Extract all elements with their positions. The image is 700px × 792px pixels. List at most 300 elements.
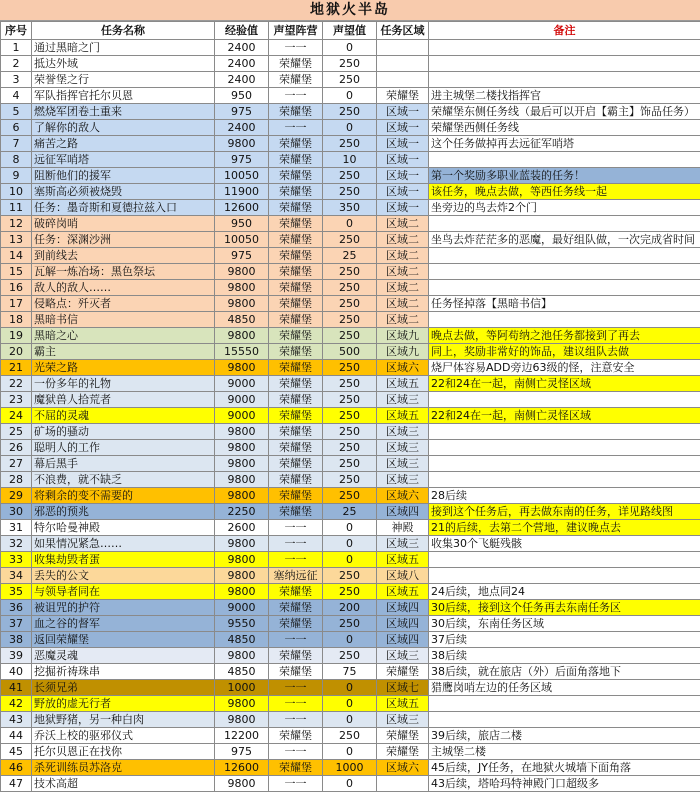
cell-name[interactable]: 技术高超 (32, 776, 215, 792)
header-name[interactable]: 任务名称 (32, 22, 215, 40)
cell-zone[interactable]: 区域三 (377, 440, 429, 456)
cell-faction[interactable]: 一一 (269, 520, 323, 536)
cell-faction[interactable]: 荣耀堡 (269, 376, 323, 392)
cell-name[interactable]: 血之谷的督军 (32, 616, 215, 632)
cell-exp[interactable]: 9800 (215, 360, 269, 376)
cell-no[interactable]: 1 (1, 40, 32, 56)
cell-no[interactable]: 47 (1, 776, 32, 792)
cell-zone[interactable] (377, 40, 429, 56)
cell-no[interactable]: 26 (1, 440, 32, 456)
cell-note[interactable] (429, 696, 700, 712)
cell-exp[interactable]: 2400 (215, 72, 269, 88)
cell-name[interactable]: 塞斯高必须被烧毁 (32, 184, 215, 200)
cell-zone[interactable]: 区域一 (377, 136, 429, 152)
cell-note[interactable]: 晚点去做，等阿苟纳之池任务都接到了再去 (429, 328, 700, 344)
cell-no[interactable]: 16 (1, 280, 32, 296)
cell-exp[interactable]: 2400 (215, 40, 269, 56)
cell-rep[interactable]: 250 (323, 488, 377, 504)
header-zone[interactable]: 任务区域 (377, 22, 429, 40)
cell-rep[interactable]: 0 (323, 632, 377, 648)
cell-name[interactable]: 黑暗之心 (32, 328, 215, 344)
cell-note[interactable]: 24后续，地点同24 (429, 584, 700, 600)
cell-zone[interactable]: 区域三 (377, 392, 429, 408)
cell-rep[interactable]: 0 (323, 536, 377, 552)
cell-name[interactable]: 长须兄弟 (32, 680, 215, 696)
cell-note[interactable]: 37后续 (429, 632, 700, 648)
cell-faction[interactable]: 荣耀堡 (269, 760, 323, 776)
cell-exp[interactable]: 4850 (215, 632, 269, 648)
cell-zone[interactable]: 荣耀堡 (377, 88, 429, 104)
cell-name[interactable]: 如果情况紧急…… (32, 536, 215, 552)
cell-no[interactable]: 44 (1, 728, 32, 744)
cell-faction[interactable]: 荣耀堡 (269, 248, 323, 264)
cell-zone[interactable]: 区域三 (377, 648, 429, 664)
cell-no[interactable]: 7 (1, 136, 32, 152)
cell-exp[interactable]: 11900 (215, 184, 269, 200)
cell-faction[interactable]: 荣耀堡 (269, 616, 323, 632)
cell-note[interactable]: 接到这个任务后，再去做东南的任务，详见路线图 (429, 504, 700, 520)
cell-exp[interactable]: 9800 (215, 776, 269, 792)
cell-no[interactable]: 31 (1, 520, 32, 536)
cell-note[interactable]: 30后续，接到这个任务再去东南任务区 (429, 600, 700, 616)
cell-no[interactable]: 45 (1, 744, 32, 760)
cell-faction[interactable]: 荣耀堡 (269, 200, 323, 216)
cell-no[interactable]: 33 (1, 552, 32, 568)
cell-no[interactable]: 32 (1, 536, 32, 552)
cell-name[interactable]: 与领导者同在 (32, 584, 215, 600)
cell-rep[interactable]: 250 (323, 312, 377, 328)
cell-faction[interactable]: 荣耀堡 (269, 232, 323, 248)
cell-faction[interactable]: 一一 (269, 88, 323, 104)
cell-rep[interactable]: 250 (323, 424, 377, 440)
cell-note[interactable] (429, 152, 700, 168)
cell-name[interactable]: 收集劫毁者蛋 (32, 552, 215, 568)
cell-faction[interactable]: 荣耀堡 (269, 184, 323, 200)
cell-faction[interactable]: 荣耀堡 (269, 488, 323, 504)
cell-name[interactable]: 任务：墨奇斯和夏德拉兹入口 (32, 200, 215, 216)
cell-no[interactable]: 37 (1, 616, 32, 632)
cell-no[interactable]: 23 (1, 392, 32, 408)
cell-rep[interactable]: 250 (323, 136, 377, 152)
cell-faction[interactable]: 荣耀堡 (269, 280, 323, 296)
cell-no[interactable]: 2 (1, 56, 32, 72)
cell-name[interactable]: 瓦解一炼冶场：黑色祭坛 (32, 264, 215, 280)
cell-name[interactable]: 破碎岗哨 (32, 216, 215, 232)
cell-exp[interactable]: 4850 (215, 312, 269, 328)
cell-exp[interactable]: 975 (215, 744, 269, 760)
cell-faction[interactable]: 荣耀堡 (269, 312, 323, 328)
cell-zone[interactable]: 区域四 (377, 616, 429, 632)
cell-rep[interactable]: 0 (323, 696, 377, 712)
cell-rep[interactable]: 250 (323, 408, 377, 424)
cell-zone[interactable]: 区域五 (377, 584, 429, 600)
cell-exp[interactable]: 9800 (215, 584, 269, 600)
cell-no[interactable]: 30 (1, 504, 32, 520)
cell-exp[interactable]: 975 (215, 248, 269, 264)
cell-exp[interactable]: 12600 (215, 200, 269, 216)
cell-name[interactable]: 邪恶的预兆 (32, 504, 215, 520)
cell-note[interactable]: 28后续 (429, 488, 700, 504)
cell-note[interactable]: 猎鹰岗哨左边的任务区域 (429, 680, 700, 696)
cell-note[interactable]: 22和24在一起，南侧亡灵怪区域 (429, 376, 700, 392)
cell-zone[interactable]: 区域二 (377, 216, 429, 232)
cell-name[interactable]: 特尔哈曼神殿 (32, 520, 215, 536)
cell-name[interactable]: 黑暗书信 (32, 312, 215, 328)
cell-note[interactable] (429, 472, 700, 488)
cell-faction[interactable]: 荣耀堡 (269, 584, 323, 600)
cell-no[interactable]: 9 (1, 168, 32, 184)
header-rep[interactable]: 声望值 (323, 22, 377, 40)
cell-rep[interactable]: 250 (323, 376, 377, 392)
cell-name[interactable]: 被诅咒的护符 (32, 600, 215, 616)
cell-rep[interactable]: 500 (323, 344, 377, 360)
cell-note[interactable] (429, 440, 700, 456)
cell-zone[interactable]: 区域四 (377, 632, 429, 648)
cell-no[interactable]: 3 (1, 72, 32, 88)
cell-note[interactable]: 任务怪掉落【黑暗书信】 (429, 296, 700, 312)
cell-rep[interactable]: 75 (323, 664, 377, 680)
cell-name[interactable]: 杀死训练员苏洛克 (32, 760, 215, 776)
cell-exp[interactable]: 9000 (215, 408, 269, 424)
cell-name[interactable]: 敌人的敌人…… (32, 280, 215, 296)
cell-exp[interactable]: 9550 (215, 616, 269, 632)
cell-note[interactable]: 坐旁边的鸟去炸2个门 (429, 200, 700, 216)
cell-note[interactable]: 这个任务做掉再去远征军哨塔 (429, 136, 700, 152)
cell-zone[interactable]: 区域六 (377, 488, 429, 504)
cell-faction[interactable]: 一一 (269, 680, 323, 696)
cell-no[interactable]: 46 (1, 760, 32, 776)
cell-name[interactable]: 矿场的骚动 (32, 424, 215, 440)
cell-rep[interactable]: 250 (323, 584, 377, 600)
cell-rep[interactable]: 250 (323, 328, 377, 344)
cell-name[interactable]: 乔沃上校的驱邪仪式 (32, 728, 215, 744)
cell-name[interactable]: 军队指挥官托尔贝恩 (32, 88, 215, 104)
cell-name[interactable]: 远征军哨塔 (32, 152, 215, 168)
cell-rep[interactable]: 250 (323, 568, 377, 584)
cell-note[interactable] (429, 40, 700, 56)
cell-exp[interactable]: 9800 (215, 488, 269, 504)
cell-faction[interactable]: 荣耀堡 (269, 152, 323, 168)
cell-zone[interactable]: 区域四 (377, 600, 429, 616)
cell-rep[interactable]: 250 (323, 264, 377, 280)
cell-rep[interactable]: 250 (323, 360, 377, 376)
cell-name[interactable]: 托尔贝恩正在找你 (32, 744, 215, 760)
cell-name[interactable]: 霸主 (32, 344, 215, 360)
cell-no[interactable]: 15 (1, 264, 32, 280)
cell-faction[interactable]: 荣耀堡 (269, 424, 323, 440)
cell-note[interactable] (429, 312, 700, 328)
cell-faction[interactable]: 荣耀堡 (269, 328, 323, 344)
cell-note[interactable] (429, 568, 700, 584)
cell-note[interactable]: 45后续，JY任务，在地狱火城墙下面角落 (429, 760, 700, 776)
cell-note[interactable] (429, 712, 700, 728)
cell-faction[interactable]: 一一 (269, 632, 323, 648)
cell-name[interactable]: 将剩余的变不需要的 (32, 488, 215, 504)
cell-exp[interactable]: 950 (215, 216, 269, 232)
cell-faction[interactable]: 一一 (269, 40, 323, 56)
cell-rep[interactable]: 0 (323, 40, 377, 56)
cell-no[interactable]: 27 (1, 456, 32, 472)
cell-no[interactable]: 21 (1, 360, 32, 376)
cell-zone[interactable]: 区域二 (377, 248, 429, 264)
cell-note[interactable]: 该任务，晚点去做，等西任务线一起 (429, 184, 700, 200)
cell-faction[interactable]: 荣耀堡 (269, 648, 323, 664)
cell-exp[interactable]: 9800 (215, 296, 269, 312)
cell-faction[interactable]: 一一 (269, 536, 323, 552)
cell-rep[interactable]: 10 (323, 152, 377, 168)
cell-name[interactable]: 到前线去 (32, 248, 215, 264)
cell-rep[interactable]: 250 (323, 648, 377, 664)
cell-zone[interactable] (377, 776, 429, 792)
cell-exp[interactable]: 15550 (215, 344, 269, 360)
cell-zone[interactable]: 区域一 (377, 152, 429, 168)
cell-zone[interactable]: 区域二 (377, 232, 429, 248)
cell-no[interactable]: 40 (1, 664, 32, 680)
cell-name[interactable]: 荣誉堡之行 (32, 72, 215, 88)
cell-name[interactable]: 丢失的公文 (32, 568, 215, 584)
cell-note[interactable]: 进主城堡二楼找指挥官 (429, 88, 700, 104)
cell-rep[interactable]: 25 (323, 248, 377, 264)
cell-note[interactable]: 坐鸟去炸茫茫多的恶魔，最好组队做，一次完成省时间 (429, 232, 700, 248)
cell-note[interactable] (429, 280, 700, 296)
cell-exp[interactable]: 9800 (215, 648, 269, 664)
cell-note[interactable] (429, 72, 700, 88)
cell-faction[interactable]: 塞纳远征 (269, 568, 323, 584)
cell-rep[interactable]: 0 (323, 680, 377, 696)
cell-rep[interactable]: 0 (323, 120, 377, 136)
cell-zone[interactable]: 区域三 (377, 456, 429, 472)
cell-no[interactable]: 8 (1, 152, 32, 168)
cell-note[interactable]: 30后续，东南任务区域 (429, 616, 700, 632)
cell-zone[interactable]: 神殿 (377, 520, 429, 536)
cell-zone[interactable]: 区域一 (377, 120, 429, 136)
cell-zone[interactable]: 区域一 (377, 200, 429, 216)
cell-rep[interactable]: 250 (323, 168, 377, 184)
cell-exp[interactable]: 975 (215, 104, 269, 120)
cell-name[interactable]: 地狱野猪，另一种白肉 (32, 712, 215, 728)
cell-zone[interactable]: 区域二 (377, 312, 429, 328)
cell-note[interactable] (429, 216, 700, 232)
cell-zone[interactable]: 区域二 (377, 264, 429, 280)
cell-no[interactable]: 43 (1, 712, 32, 728)
cell-no[interactable]: 35 (1, 584, 32, 600)
cell-zone[interactable]: 区域六 (377, 360, 429, 376)
cell-no[interactable]: 34 (1, 568, 32, 584)
cell-rep[interactable]: 250 (323, 472, 377, 488)
cell-note[interactable] (429, 456, 700, 472)
cell-faction[interactable]: 荣耀堡 (269, 456, 323, 472)
cell-rep[interactable]: 1000 (323, 760, 377, 776)
cell-rep[interactable]: 250 (323, 392, 377, 408)
cell-exp[interactable]: 9000 (215, 376, 269, 392)
cell-exp[interactable]: 10050 (215, 168, 269, 184)
cell-zone[interactable]: 荣耀堡 (377, 744, 429, 760)
cell-no[interactable]: 6 (1, 120, 32, 136)
cell-no[interactable]: 13 (1, 232, 32, 248)
cell-note[interactable] (429, 248, 700, 264)
cell-faction[interactable]: 一一 (269, 696, 323, 712)
cell-exp[interactable]: 9800 (215, 472, 269, 488)
cell-zone[interactable]: 区域二 (377, 296, 429, 312)
cell-zone[interactable]: 区域二 (377, 280, 429, 296)
cell-no[interactable]: 17 (1, 296, 32, 312)
cell-note[interactable]: 主城堡二楼 (429, 744, 700, 760)
cell-name[interactable]: 抵达外域 (32, 56, 215, 72)
cell-zone[interactable]: 区域一 (377, 184, 429, 200)
cell-no[interactable]: 38 (1, 632, 32, 648)
cell-faction[interactable]: 一一 (269, 120, 323, 136)
cell-rep[interactable]: 250 (323, 296, 377, 312)
cell-note[interactable]: 荣耀堡西侧任务线 (429, 120, 700, 136)
cell-name[interactable]: 恶魔灵魂 (32, 648, 215, 664)
cell-exp[interactable]: 9800 (215, 568, 269, 584)
cell-name[interactable]: 通过黑暗之门 (32, 40, 215, 56)
cell-exp[interactable]: 9800 (215, 328, 269, 344)
cell-faction[interactable]: 荣耀堡 (269, 344, 323, 360)
cell-faction[interactable]: 荣耀堡 (269, 408, 323, 424)
cell-exp[interactable]: 950 (215, 88, 269, 104)
cell-name[interactable]: 一份多年的礼物 (32, 376, 215, 392)
cell-note[interactable]: 同上，奖励非常好的饰品，建议组队去做 (429, 344, 700, 360)
cell-zone[interactable] (377, 72, 429, 88)
cell-faction[interactable]: 荣耀堡 (269, 296, 323, 312)
cell-exp[interactable]: 9800 (215, 536, 269, 552)
cell-no[interactable]: 39 (1, 648, 32, 664)
cell-rep[interactable]: 350 (323, 200, 377, 216)
cell-note[interactable]: 38后续，就在旅店（外）后面角落地下 (429, 664, 700, 680)
cell-exp[interactable]: 9000 (215, 600, 269, 616)
cell-exp[interactable]: 9800 (215, 264, 269, 280)
cell-no[interactable]: 20 (1, 344, 32, 360)
cell-faction[interactable]: 荣耀堡 (269, 440, 323, 456)
cell-rep[interactable]: 0 (323, 88, 377, 104)
cell-zone[interactable]: 区域一 (377, 104, 429, 120)
cell-no[interactable]: 42 (1, 696, 32, 712)
cell-no[interactable]: 25 (1, 424, 32, 440)
cell-exp[interactable]: 2400 (215, 56, 269, 72)
cell-faction[interactable]: 一一 (269, 552, 323, 568)
cell-rep[interactable]: 250 (323, 280, 377, 296)
cell-no[interactable]: 29 (1, 488, 32, 504)
cell-exp[interactable]: 4850 (215, 664, 269, 680)
cell-name[interactable]: 野放的虚无行者 (32, 696, 215, 712)
cell-zone[interactable]: 区域九 (377, 328, 429, 344)
cell-note[interactable]: 收集30个飞艇残骸 (429, 536, 700, 552)
header-faction[interactable]: 声望阵营 (269, 22, 323, 40)
cell-note[interactable] (429, 264, 700, 280)
cell-no[interactable]: 12 (1, 216, 32, 232)
cell-name[interactable]: 不浪费，就不缺乏 (32, 472, 215, 488)
cell-name[interactable]: 挖掘祈祷珠串 (32, 664, 215, 680)
cell-note[interactable] (429, 552, 700, 568)
cell-no[interactable]: 28 (1, 472, 32, 488)
cell-faction[interactable]: 一一 (269, 744, 323, 760)
cell-faction[interactable]: 荣耀堡 (269, 136, 323, 152)
cell-note[interactable] (429, 56, 700, 72)
cell-exp[interactable]: 9800 (215, 440, 269, 456)
cell-rep[interactable]: 250 (323, 184, 377, 200)
cell-no[interactable]: 5 (1, 104, 32, 120)
cell-exp[interactable]: 12200 (215, 728, 269, 744)
cell-rep[interactable]: 250 (323, 728, 377, 744)
cell-exp[interactable]: 9800 (215, 552, 269, 568)
cell-rep[interactable]: 250 (323, 232, 377, 248)
cell-no[interactable]: 10 (1, 184, 32, 200)
cell-exp[interactable]: 10050 (215, 232, 269, 248)
cell-faction[interactable]: 荣耀堡 (269, 360, 323, 376)
cell-note[interactable]: 21的后续，去第二个营地，建议晚点去 (429, 520, 700, 536)
cell-name[interactable]: 了解你的敌人 (32, 120, 215, 136)
cell-zone[interactable]: 区域四 (377, 504, 429, 520)
cell-rep[interactable]: 250 (323, 72, 377, 88)
cell-note[interactable]: 43后续，塔哈玛特神殿门口超级多 (429, 776, 700, 792)
cell-no[interactable]: 18 (1, 312, 32, 328)
cell-exp[interactable]: 2400 (215, 120, 269, 136)
cell-name[interactable]: 燃烧军团卷土重来 (32, 104, 215, 120)
cell-rep[interactable]: 200 (323, 600, 377, 616)
cell-exp[interactable]: 9000 (215, 392, 269, 408)
cell-faction[interactable]: 荣耀堡 (269, 72, 323, 88)
cell-rep[interactable]: 0 (323, 552, 377, 568)
cell-note[interactable] (429, 392, 700, 408)
cell-zone[interactable]: 区域六 (377, 760, 429, 776)
cell-no[interactable]: 11 (1, 200, 32, 216)
cell-rep[interactable]: 0 (323, 520, 377, 536)
cell-rep[interactable]: 250 (323, 456, 377, 472)
cell-no[interactable]: 19 (1, 328, 32, 344)
cell-zone[interactable]: 区域七 (377, 680, 429, 696)
cell-name[interactable]: 光荣之路 (32, 360, 215, 376)
cell-zone[interactable]: 区域五 (377, 408, 429, 424)
cell-faction[interactable]: 荣耀堡 (269, 216, 323, 232)
cell-faction[interactable]: 荣耀堡 (269, 104, 323, 120)
cell-faction[interactable]: 荣耀堡 (269, 728, 323, 744)
cell-note[interactable]: 39后续，旅店二楼 (429, 728, 700, 744)
cell-exp[interactable]: 9800 (215, 456, 269, 472)
cell-exp[interactable]: 2600 (215, 520, 269, 536)
header-no[interactable]: 序号 (1, 22, 32, 40)
cell-rep[interactable]: 250 (323, 104, 377, 120)
cell-name[interactable]: 聪明人的工作 (32, 440, 215, 456)
cell-zone[interactable]: 区域一 (377, 168, 429, 184)
cell-note[interactable]: 烧尸体容易ADD旁边63级的怪，注意安全 (429, 360, 700, 376)
cell-no[interactable]: 36 (1, 600, 32, 616)
cell-exp[interactable]: 9800 (215, 696, 269, 712)
cell-note[interactable]: 22和24在一起，南侧亡灵怪区域 (429, 408, 700, 424)
cell-name[interactable]: 不屈的灵魂 (32, 408, 215, 424)
cell-name[interactable]: 阻断他们的援军 (32, 168, 215, 184)
cell-faction[interactable]: 荣耀堡 (269, 264, 323, 280)
cell-name[interactable]: 魔狱兽人拾荒者 (32, 392, 215, 408)
cell-note[interactable]: 荣耀堡东侧任务线（最后可以开启【霸主】饰品任务） (429, 104, 700, 120)
cell-rep[interactable]: 0 (323, 216, 377, 232)
cell-rep[interactable]: 0 (323, 776, 377, 792)
cell-faction[interactable]: 荣耀堡 (269, 56, 323, 72)
cell-zone[interactable]: 区域九 (377, 344, 429, 360)
cell-zone[interactable]: 区域三 (377, 424, 429, 440)
cell-faction[interactable]: 荣耀堡 (269, 664, 323, 680)
cell-faction[interactable]: 荣耀堡 (269, 168, 323, 184)
cell-zone[interactable]: 区域五 (377, 696, 429, 712)
cell-exp[interactable]: 2250 (215, 504, 269, 520)
cell-zone[interactable]: 荣耀堡 (377, 728, 429, 744)
cell-rep[interactable]: 250 (323, 440, 377, 456)
cell-no[interactable]: 41 (1, 680, 32, 696)
cell-exp[interactable]: 12600 (215, 760, 269, 776)
cell-name[interactable]: 侵略点：歼灭者 (32, 296, 215, 312)
cell-faction[interactable]: 荣耀堡 (269, 472, 323, 488)
cell-name[interactable]: 痛苦之路 (32, 136, 215, 152)
